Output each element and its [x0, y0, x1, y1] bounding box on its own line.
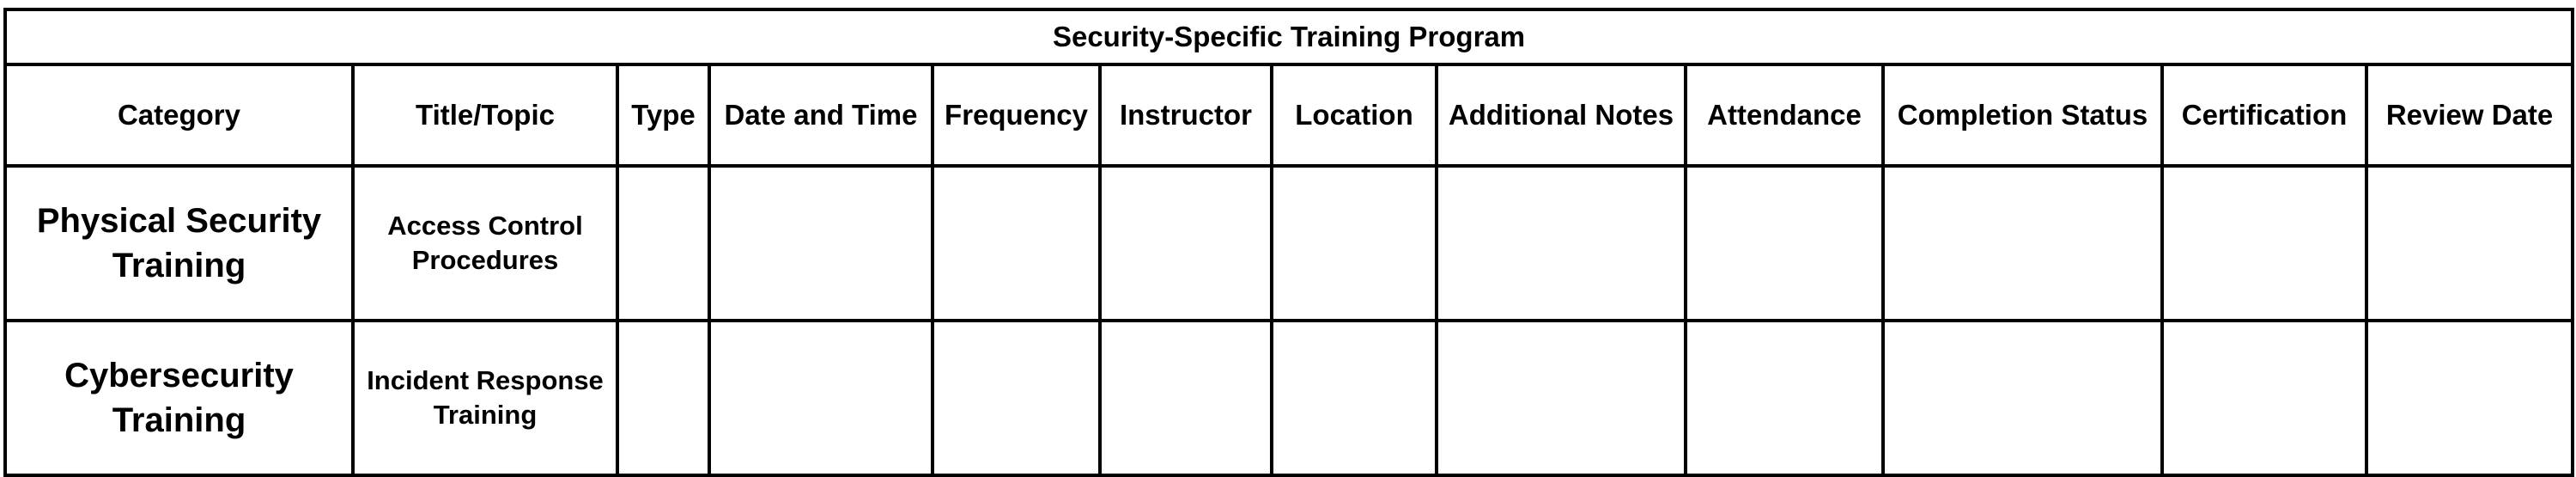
column-header-date-and-time: Date and Time: [709, 64, 933, 166]
topic-cell[interactable]: Incident Response Training: [353, 321, 617, 475]
title-row: [5, 9, 2573, 64]
column-header-title-topic: Title/Topic: [353, 64, 617, 166]
training-program-table: [3, 8, 2574, 477]
table-row: [5, 166, 2573, 321]
instructor-cell[interactable]: [1100, 321, 1272, 475]
column-header-attendance: Attendance: [1686, 64, 1883, 166]
category-cell[interactable]: Physical Security Training: [5, 166, 353, 321]
completion-status-cell[interactable]: [1883, 321, 2162, 475]
topic-cell[interactable]: Access Control Procedures: [353, 166, 617, 321]
frequency-cell[interactable]: [933, 321, 1100, 475]
column-header-additional-notes: Additional Notes: [1437, 64, 1686, 166]
notes-cell[interactable]: [1437, 321, 1686, 475]
column-header-type: Type: [617, 64, 709, 166]
column-header-certification: Certification: [2162, 64, 2366, 166]
attendance-cell[interactable]: [1686, 321, 1883, 475]
certification-cell[interactable]: [2162, 166, 2366, 321]
completion-status-cell[interactable]: [1883, 166, 2162, 321]
notes-cell[interactable]: [1437, 166, 1686, 321]
certification-cell[interactable]: [2162, 321, 2366, 475]
location-cell[interactable]: [1272, 166, 1437, 321]
review-date-cell[interactable]: [2366, 166, 2573, 321]
column-header-completion-status: Completion Status: [1883, 64, 2162, 166]
date-time-cell[interactable]: [709, 321, 933, 475]
frequency-cell[interactable]: [933, 166, 1100, 321]
column-header-location: Location: [1272, 64, 1437, 166]
type-cell[interactable]: [617, 166, 709, 321]
column-header-review-date: Review Date: [2366, 64, 2573, 166]
column-header-instructor: Instructor: [1100, 64, 1272, 166]
category-cell[interactable]: Cybersecurity Training: [5, 321, 353, 475]
type-cell[interactable]: [617, 321, 709, 475]
table-row: [5, 321, 2573, 475]
instructor-cell[interactable]: [1100, 166, 1272, 321]
column-header-category: Category: [5, 64, 353, 166]
location-cell[interactable]: [1272, 321, 1437, 475]
attendance-cell[interactable]: [1686, 166, 1883, 321]
review-date-cell[interactable]: [2366, 321, 2573, 475]
date-time-cell[interactable]: [709, 166, 933, 321]
header-row: [5, 64, 2573, 166]
column-header-frequency: Frequency: [933, 64, 1100, 166]
table-title: Security-Specific Training Program: [5, 9, 2573, 64]
